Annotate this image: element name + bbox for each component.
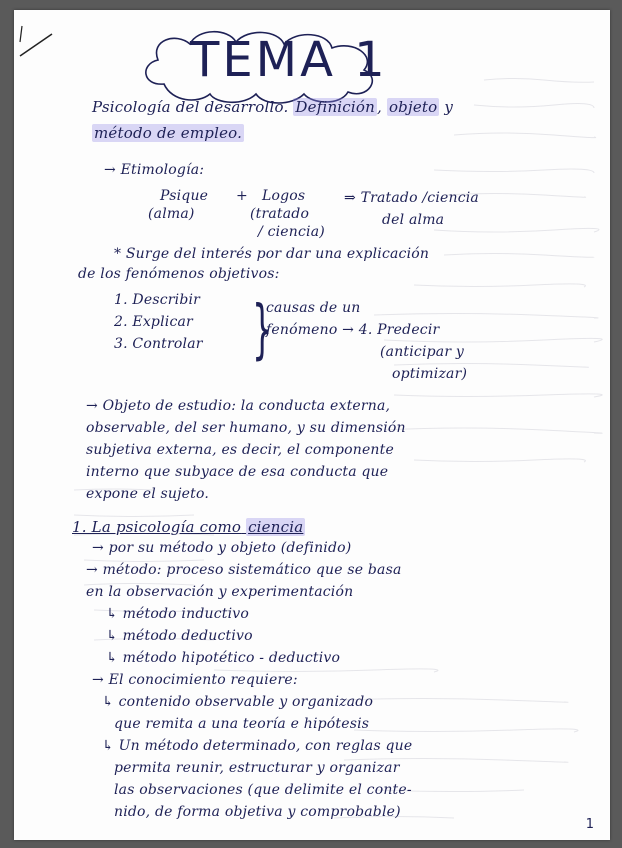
objeto-line-3: subjetiva externa, es decir, el componente [86,442,394,458]
list-item-explicar: 2. Explicar [114,314,193,330]
section-1-line-13: nido, de forma objetiva y comprobable) [114,804,401,820]
etimologia-result-1: ⇒ Tratado /ciencia [344,190,479,206]
section-1-line-7: → El conocimiento requiere: [92,672,298,688]
list-item-controlar: 3. Controlar [114,336,203,352]
list-item-describir: 1. Describir [114,292,201,308]
section-1-line-3: en la observación y experimentación [86,584,354,600]
etimologia-tratado: (tratado [250,206,310,222]
objeto-line-5: expone el sujeto. [86,486,210,502]
etimologia-psique: Psique [160,188,209,204]
section-1-line-6: ↳ método hipotético - deductivo [106,650,341,666]
notebook-page [14,10,610,840]
section-1-title-text: 1. La psicología como [72,518,242,536]
etimologia-logos: Logos [262,188,306,204]
section-1-title [72,518,305,536]
heading-subject: Psicología del desarrollo. [92,98,289,116]
section-1-line-11: permita reunir, estructurar y organizar [114,760,400,776]
section-1-line-1: → por su método y objeto (definido) [92,540,352,556]
page-number: 1 [585,817,594,832]
objeto-line-2: observable, del ser humano, y su dimensión [86,420,406,436]
heading-y: y [444,98,454,116]
heading-metodo: método de empleo. [94,124,243,142]
list-fenomeno: fenómeno → 4. Predecir [266,322,440,338]
etimologia-label: → Etimología: [104,162,205,178]
surge-line-2: de los fenómenos objetivos: [78,266,280,282]
etimologia-plus: + [236,188,248,204]
section-1-line-8: ↳ contenido observable y organizado [102,694,374,710]
heading-definicion: Definición [295,98,375,116]
objeto-line-4: interno que subyace de esa conducta que [86,464,389,480]
page-title: TEMA 1 [190,32,388,88]
section-1-line-2: → método: proceso sistemático que se basa [86,562,402,578]
etimologia-result-2: del alma [382,212,445,228]
section-1-line-12: las observaciones (que delimite el conte- [114,782,412,798]
list-anticipar: (anticipar y [380,344,465,360]
objeto-line-1: → Objeto de estudio: la conducta externa, [86,398,391,414]
list-causas: causas de un [266,300,361,316]
heading-comma: , [377,98,382,116]
heading-line-2 [92,124,244,142]
etimologia-alma: (alma) [148,206,195,222]
heading-line-1 [92,98,453,116]
section-1-line-10: ↳ Un método determinado, con reglas que [102,738,413,754]
section-1-line-9: que remita a una teoría e hipótesis [114,716,370,732]
section-1-title-ciencia: ciencia [248,518,304,536]
surge-line-1: * Surge del interés por dar una explicación [114,246,430,262]
section-1-line-5: ↳ método deductivo [106,628,253,644]
brace-icon: } [252,293,273,367]
heading-objeto: objeto [388,98,438,116]
etimologia-ciencia: / ciencia) [258,224,325,240]
list-optimizar: optimizar) [392,366,468,382]
corner-pen-mark [18,18,58,58]
section-1-line-4: ↳ método inductivo [106,606,249,622]
